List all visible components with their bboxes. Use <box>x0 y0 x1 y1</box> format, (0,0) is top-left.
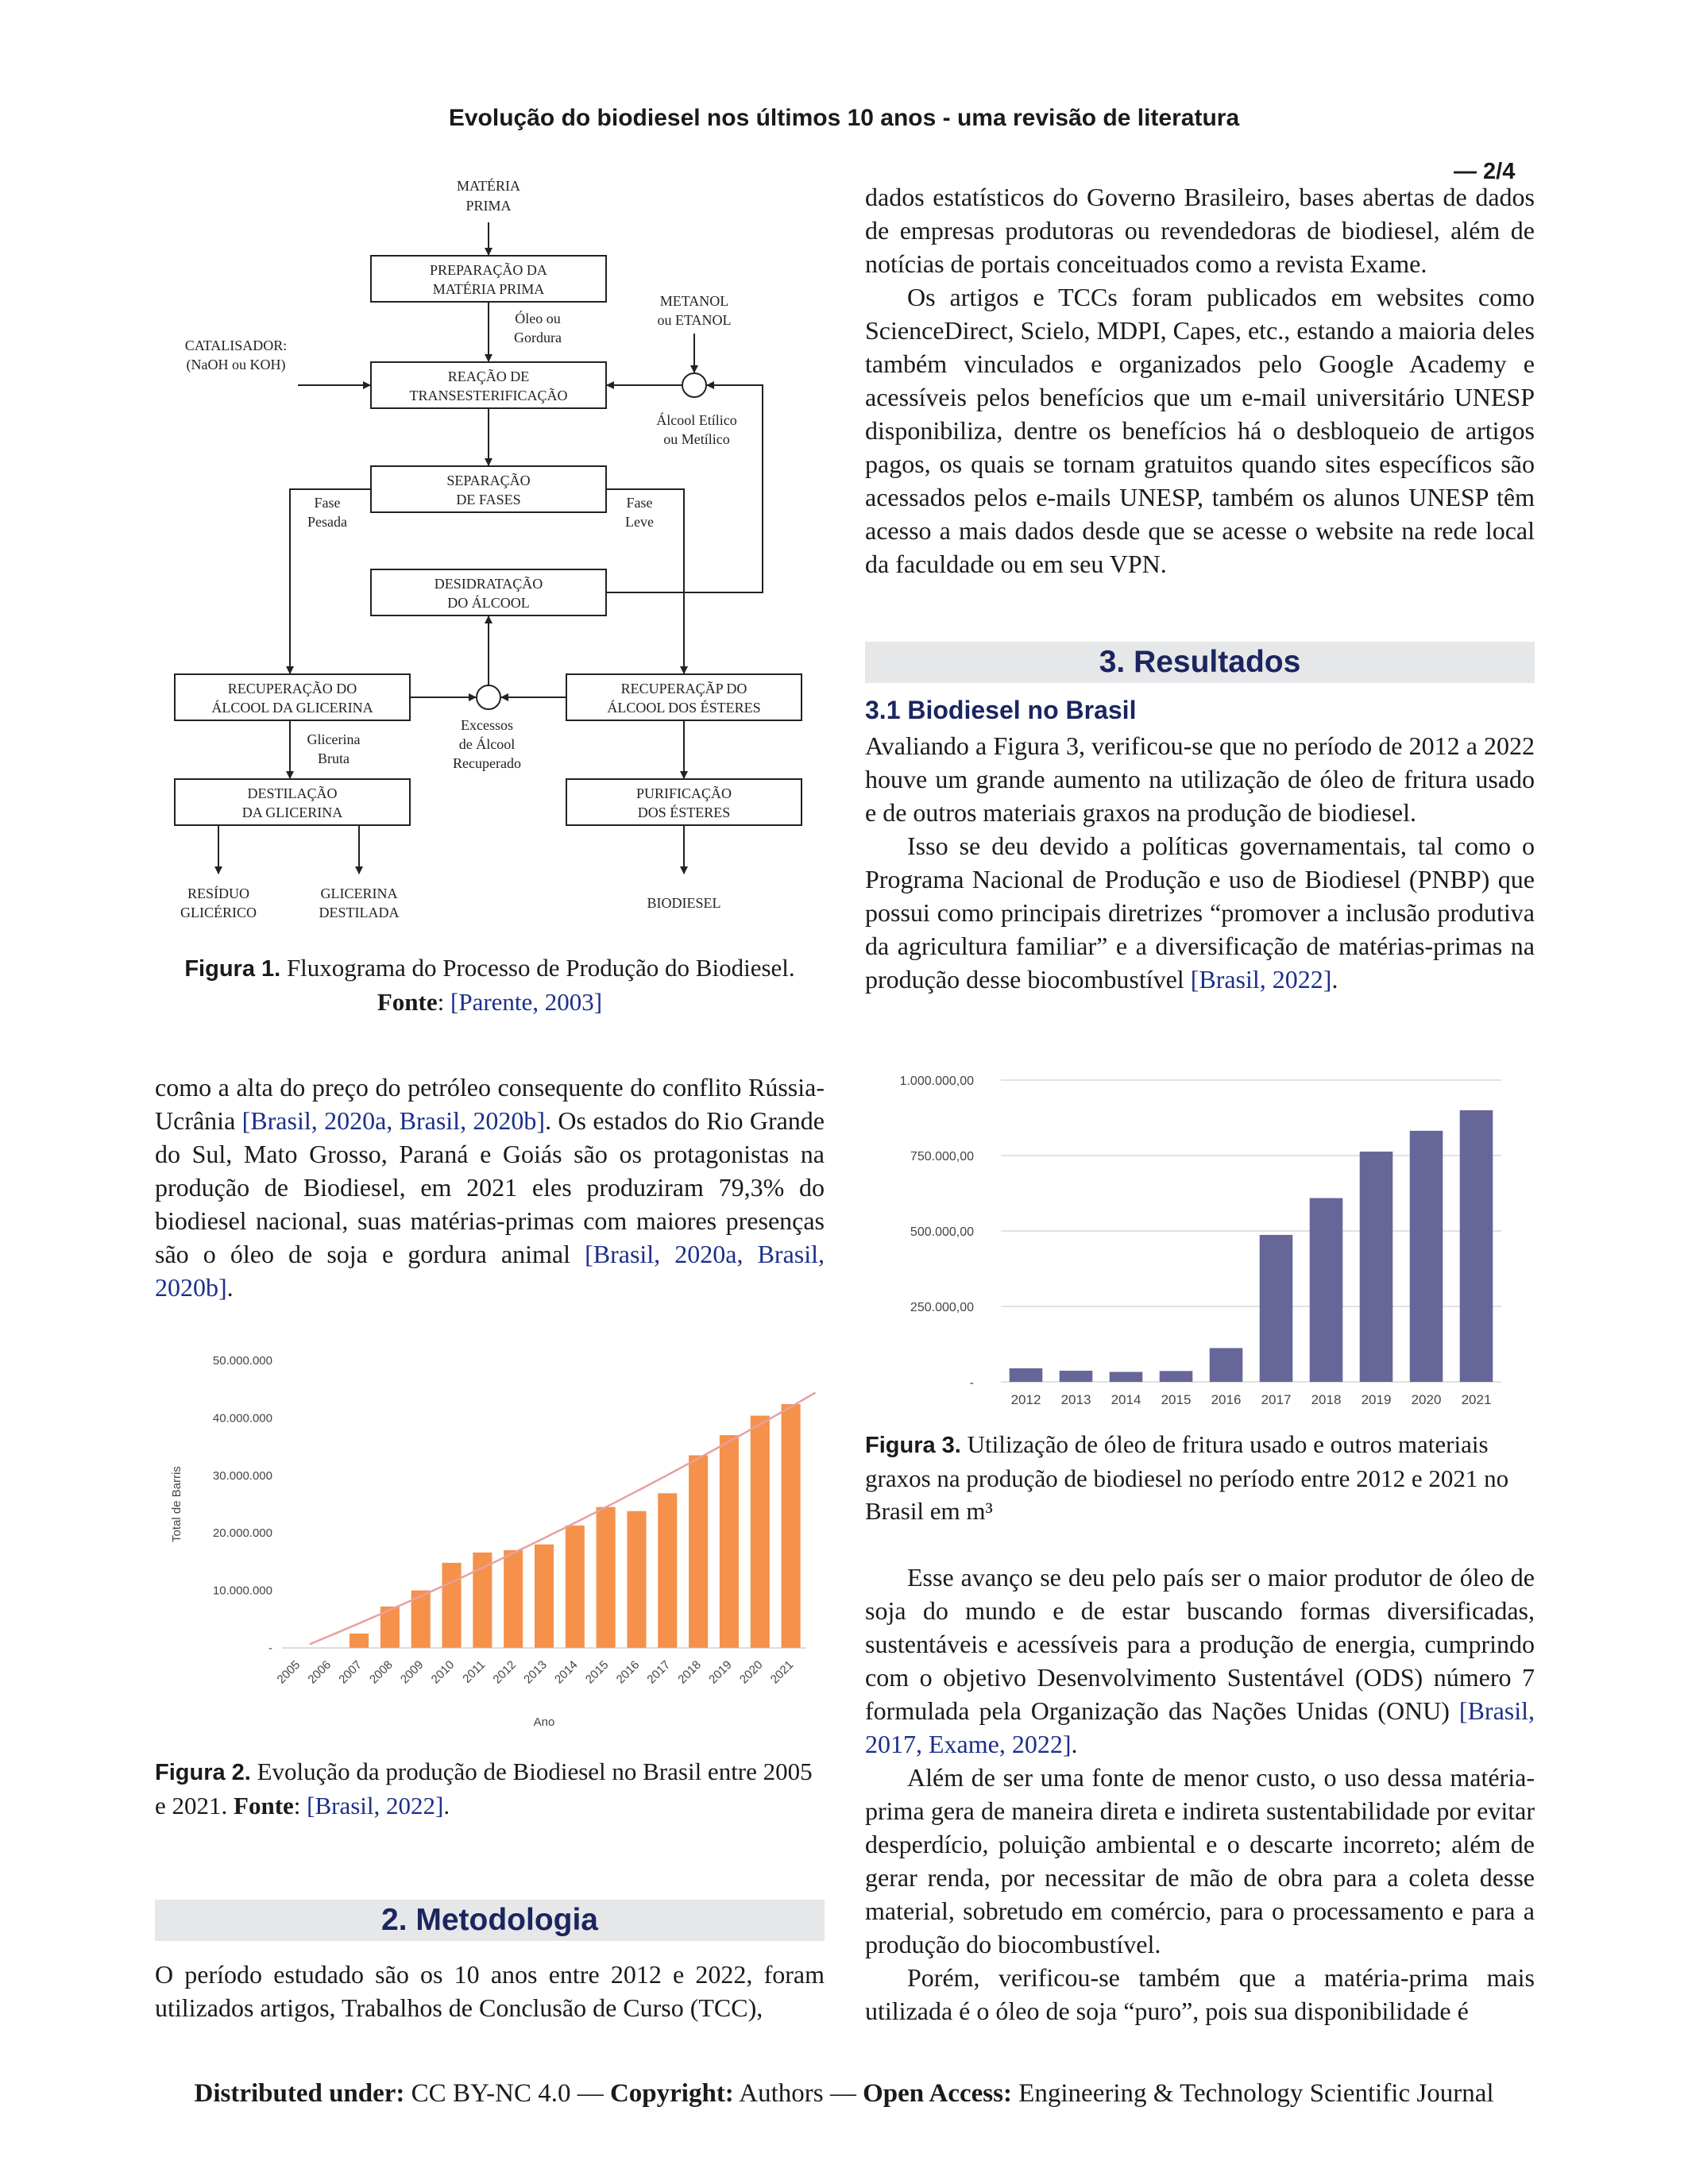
fig3-xtick-2016: 2016 <box>1211 1392 1242 1407</box>
fig3-xtick-2018: 2018 <box>1311 1392 1342 1407</box>
flow-metanol-2: ou ETANOL <box>657 312 732 328</box>
flow-rec-glicerina-2: ÁLCOOL DA GLICERINA <box>211 700 373 716</box>
fig2-xtick-2015: 2015 <box>582 1657 612 1687</box>
flow-biodiesel: BIODIESEL <box>647 895 721 911</box>
fig3-ytick-label-2: 500.000,00 <box>910 1225 974 1239</box>
mixer-circle-top <box>682 373 706 397</box>
fig3-ytick-label-4: 1.000.000,00 <box>899 1075 974 1088</box>
fig2-xtick-2010: 2010 <box>428 1657 458 1687</box>
footer-distributed-label: Distributed under: <box>194 2079 405 2108</box>
flow-rec-esteres-2: ÁLCOOL DOS ÉSTERES <box>607 700 761 716</box>
figure3-caption <box>865 1428 1535 1527</box>
fig2-xtick-2011: 2011 <box>460 1657 489 1686</box>
flow-desidratacao-1: DESIDRATAÇÃO <box>434 576 543 592</box>
fig3-xtick-2019: 2019 <box>1361 1392 1392 1407</box>
flow-materia-prima-2: PRIMA <box>465 198 512 214</box>
fig2-xtick-2013: 2013 <box>521 1657 550 1687</box>
flow-fase-leve-2: Leve <box>625 514 654 530</box>
fig3-xtick-2015: 2015 <box>1161 1392 1192 1407</box>
fig2-trendline <box>310 1393 816 1645</box>
figure2-source-sep: : <box>293 1792 307 1819</box>
right2-p1-text: Esse avanço se deu pelo país ser o maior produtor de óleo de soja do mundo e de estar buscando formas diversificadas, sustentáveis e acessíveis para a produção de energia, cumprindo com o objetivo Desenvolvimento Sustentável (ODS) número 7 formulada pela Organização das Nações Unidas (ONU) <box>865 1563 1535 1725</box>
fig2-xtick-2021: 2021 <box>767 1657 797 1687</box>
fig2-ytick-label-1: 10.000.000 <box>212 1584 272 1598</box>
left-p1-text-c: . <box>226 1273 234 1302</box>
flow-purificacao-2: DOS ÉSTERES <box>637 805 731 820</box>
right-paragraph-2: Os artigos e TCCs foram publicados em websites como ScienceDirect, Scielo, MDPI, Capes, etc., estando a maioria deles também vinculados e organizados pelo Google Academy e acessíveis pelos benefícios que um e-mail universitário UNESP disponibiliza, dentre os benefícios há o desbloqueio de artigos pagos, os quais se tornam gratuitos quando sites específicos são acessados pelos e-mails UNESP, também os alunos UNESP têm acesso a mais dados desde que se acesse o website na rede local da faculdade ou em seu VPN. <box>865 283 1535 578</box>
section3-text <box>865 729 1535 996</box>
fig3-bar-2014 <box>1110 1372 1143 1382</box>
figure2-label: Figura 2. <box>155 1760 251 1785</box>
fig2-xtick-2019: 2019 <box>706 1657 735 1687</box>
flow-preparacao-2: MATÉRIA PRIMA <box>432 281 545 297</box>
fig2-bar-2007 <box>350 1634 369 1648</box>
fig3-bar-2012 <box>1010 1368 1043 1382</box>
section3-p2-end: . <box>1331 965 1338 994</box>
right2-p1-cite[interactable]: [Brasil, 2017, Exame, 2022] <box>865 1696 1535 1758</box>
fig2-bar-2017 <box>658 1493 677 1648</box>
flow-reacao-2: TRANSESTERIFICAÇÃO <box>409 388 568 403</box>
mixer-circle-bottom <box>477 685 500 709</box>
footer-copyright-label: Copyright: <box>609 2079 734 2108</box>
fig2-bar-2018 <box>689 1455 708 1648</box>
figure2-caption <box>155 1755 825 1822</box>
section2-heading: 2. Metodologia <box>155 1900 825 1941</box>
section2-paragraph: O período estudado são os 10 anos entre 2012 e 2022, foram utilizados artigos, Trabalhos de Conclusão de Curso (TCC), <box>155 1960 825 2022</box>
fig3-bar-2016 <box>1210 1348 1243 1382</box>
left-p1-cite-1[interactable]: [Brasil, 2020a, Brasil, 2020b] <box>241 1106 546 1135</box>
fig2-xtick-2012: 2012 <box>490 1657 520 1687</box>
flow-residuo-1: RESÍDUO <box>187 886 250 901</box>
fig2-bar-2013 <box>535 1545 554 1648</box>
flow-rec-esteres-1: RECUPERAÇÃP DO <box>620 681 747 696</box>
left-paragraph-1 <box>155 1071 825 1304</box>
fig2-bar-2010 <box>442 1563 461 1648</box>
fig3-ytick-label-0: - <box>969 1376 974 1390</box>
flow-glicerina-bruta-1: Glicerina <box>307 731 361 747</box>
section3-heading: 3. Resultados <box>865 642 1535 683</box>
flow-excessos-3: Recuperado <box>453 755 521 771</box>
flow-preparacao-1: PREPARAÇÃO DA <box>430 262 547 278</box>
figure1-label: Figura 1. <box>184 956 281 982</box>
fig3-xtick-2020: 2020 <box>1411 1392 1442 1407</box>
right-text-block-2 <box>865 1561 1535 2028</box>
figure1-caption <box>155 951 825 1018</box>
figure3-chart <box>890 1064 1509 1414</box>
left-p1-text-a: como a alta do preço do petróleo consequente do conflito Rússia-Ucrânia <box>155 1073 825 1135</box>
flow-fase-pesada-2: Pesada <box>307 514 347 530</box>
fig3-bar-2020 <box>1410 1131 1443 1382</box>
fig2-xtick-2009: 2009 <box>397 1657 427 1687</box>
flow-excessos-1: Excessos <box>461 717 513 733</box>
flow-purificacao-1: PURIFICAÇÃO <box>635 785 732 801</box>
figure1-source-cite[interactable]: [Parente, 2003] <box>450 988 603 1016</box>
fig2-bar-2019 <box>720 1435 739 1648</box>
fig3-bar-2017 <box>1260 1235 1293 1382</box>
fig2-xtick-2018: 2018 <box>675 1657 704 1687</box>
right2-paragraph-2: Além de ser uma fonte de menor custo, o uso dessa matéria-prima gera de maneira direta e indireta sustentabilidade por evitar desperdício, poluição ambiental e o descarte incorreto; além de gerar renda, por necessitar de mão de obra para a coleta desse material, sobretudo em comércio, para o processamento e para a produção do biocombustível. <box>865 1763 1535 1958</box>
fig2-bar-2020 <box>751 1416 770 1648</box>
flow-separacao-1: SEPARAÇÃO <box>446 473 531 488</box>
fig3-ytick-label-1: 250.000,00 <box>910 1301 974 1314</box>
figure1-source-sep: : <box>437 988 451 1016</box>
fig3-bar-2013 <box>1060 1371 1093 1382</box>
fig3-ytick-label-3: 750.000,00 <box>910 1150 974 1163</box>
flow-reacao-1: REAÇÃO DE <box>447 369 530 384</box>
fig2-ytick-label-3: 30.000.000 <box>212 1468 272 1483</box>
figure3-svg <box>890 1064 1509 1414</box>
flow-oleo-2: Gordura <box>514 330 562 345</box>
flow-fase-leve-1: Fase <box>626 495 653 511</box>
flow-glicerina-bruta-2: Bruta <box>318 751 350 766</box>
fig2-xlabel: Ano <box>533 1715 555 1729</box>
flow-desidratacao-2: DO ÁLCOOL <box>447 595 530 611</box>
flow-residuo-2: GLICÉRICO <box>180 905 257 920</box>
right2-paragraph-3: Porém, verificou-se também que a matéria-prima mais utilizada é o óleo de soja “puro”, pois sua disponibilidade é <box>865 1963 1535 2025</box>
flow-catalisador-2: (NaOH ou KOH) <box>186 357 286 372</box>
flow-rec-glicerina-1: RECUPERAÇÃO DO <box>227 681 357 696</box>
right-paragraph-1: dados estatísticos do Governo Brasileiro, bases abertas de dados de empresas produtoras ou revendedoras de biodiesel, além de notícias de portais conceituados como a revista Exame. <box>865 183 1535 278</box>
flow-metanol-1: METANOL <box>659 293 729 309</box>
figure2-chart <box>163 1346 822 1735</box>
fig2-ytick-label-4: 40.000.000 <box>212 1411 272 1426</box>
fig3-xtick-2012: 2012 <box>1010 1392 1041 1407</box>
flow-glicerina-destilada-1: GLICERINA <box>320 886 398 901</box>
flow-alcool-etilico-2: ou Metílico <box>663 431 730 447</box>
figure2-source-end: . <box>443 1792 450 1819</box>
fig2-xtick-2016: 2016 <box>613 1657 643 1687</box>
figure1-caption-text: Fluxograma do Processo de Produção do Biodiesel. <box>280 954 795 982</box>
figure3-label: Figura 3. <box>865 1433 961 1458</box>
fig2-xtick-2020: 2020 <box>736 1657 766 1687</box>
figure3-caption-text: Utilização de óleo de fritura usado e outros materiais graxos na produção de biodiesel no período entre 2012 e 2021 no Brasil em m³ <box>865 1430 1509 1525</box>
flow-excessos-2: de Álcool <box>458 736 516 752</box>
right-text-block-1 <box>865 180 1535 581</box>
fig3-bar-2021 <box>1460 1110 1493 1382</box>
flow-destilacao-1: DESTILAÇÃO <box>247 785 338 801</box>
flow-catalisador-1: CATALISADOR: <box>184 338 288 353</box>
fig2-xtick-2005: 2005 <box>274 1657 303 1687</box>
figure2-caption-text: Evolução da produção de Biodiesel no Brasil entre 2005 e 2021. <box>155 1758 813 1819</box>
fig2-ytick-label-0: - <box>268 1642 272 1655</box>
footer-authors: Authors — <box>733 2079 863 2108</box>
figure1-flowchart <box>163 171 822 933</box>
left-p1-cite-2[interactable]: [Brasil, 2020a, Brasil, 2020b] <box>155 1240 825 1302</box>
running-title: Evolução do biodiesel nos últimos 10 anos - uma revisão de literatura <box>448 105 1240 131</box>
fig2-bar-2016 <box>627 1511 646 1648</box>
fig2-bar-2014 <box>566 1526 585 1648</box>
section3-paragraph-1: Avaliando a Figura 3, verificou-se que no período de 2012 a 2022 houve um grande aumento na utilização de óleo de fritura usado e de outros materiais graxos na produção de biodiesel. <box>865 731 1535 827</box>
fig2-ytick-label-5: 50.000.000 <box>212 1354 272 1368</box>
fig3-bar-2019 <box>1360 1152 1393 1382</box>
section3-1-heading: 3.1 Biodiesel no Brasil <box>865 696 1137 724</box>
right2-p1-end: . <box>1071 1730 1078 1758</box>
page-number: — 2/4 <box>1454 159 1516 184</box>
right2-paragraph-1 <box>865 1561 1535 1761</box>
fig3-xtick-2021: 2021 <box>1461 1392 1492 1407</box>
fig2-xtick-2014: 2014 <box>552 1657 581 1687</box>
flow-materia-prima-1: MATÉRIA <box>457 178 520 194</box>
figure2-source-label: Fonte <box>234 1792 294 1819</box>
flow-fase-pesada-1: Fase <box>314 495 341 511</box>
fig2-ylabel: Total de Barris <box>170 1466 183 1542</box>
fig2-bar-2012 <box>504 1550 523 1648</box>
fig3-bar-2018 <box>1310 1198 1343 1382</box>
left-p1-text-b: . Os estados do Rio Grande do Sul, Mato Grosso, Paraná e Goiás são os protagonistas na produção de Biodiesel, em 2021 eles produziram 79,3% do biodiesel nacional, suas matérias-primas com maiores presenças são o óleo de soja e gordura animal <box>155 1106 825 1268</box>
section3-paragraph-2 <box>865 829 1535 996</box>
figure2-source-cite[interactable]: [Brasil, 2022] <box>307 1792 444 1819</box>
footer-license: CC BY-NC 4.0 — <box>404 2079 610 2108</box>
flow-separacao-2: DE FASES <box>456 492 521 507</box>
fig2-xtick-2008: 2008 <box>367 1657 396 1687</box>
fig2-xtick-2007: 2007 <box>336 1657 365 1687</box>
flow-alcool-etilico-1: Álcool Etílico <box>656 412 737 428</box>
fig2-xtick-2006: 2006 <box>305 1657 334 1687</box>
footer-journal: Engineering & Technology Scientific Journal <box>1011 2079 1494 2108</box>
fig2-bar-2015 <box>597 1507 616 1648</box>
fig3-xtick-2013: 2013 <box>1060 1392 1091 1407</box>
figure2-svg <box>163 1346 822 1735</box>
fig3-xtick-2014: 2014 <box>1111 1392 1141 1407</box>
flow-destilacao-2: DA GLICERINA <box>241 805 343 820</box>
fig2-bar-2021 <box>782 1404 801 1648</box>
section3-p2-text: Isso se deu devido a políticas governamentais, tal como o Programa Nacional de Produção e uso de Biodiesel (PNBP) que possui como principais diretrizes “promover a inclusão produtiva da agricultura familiar” e a diversificação de matérias-primas na produção desse biocombustível <box>865 832 1535 994</box>
fig3-bar-2015 <box>1160 1371 1193 1382</box>
footer-open-access-label: Open Access: <box>863 2079 1012 2108</box>
figure1-source-label: Fonte <box>377 988 438 1016</box>
flow-oleo-1: Óleo ou <box>515 311 561 326</box>
fig2-ytick-label-2: 20.000.000 <box>212 1526 272 1541</box>
fig3-xtick-2017: 2017 <box>1261 1392 1292 1407</box>
footer <box>0 2079 1688 2109</box>
fig2-xtick-2017: 2017 <box>644 1657 674 1687</box>
section3-p2-cite[interactable]: [Brasil, 2022] <box>1190 965 1332 994</box>
flow-glicerina-destilada-2: DESTILADA <box>319 905 400 920</box>
